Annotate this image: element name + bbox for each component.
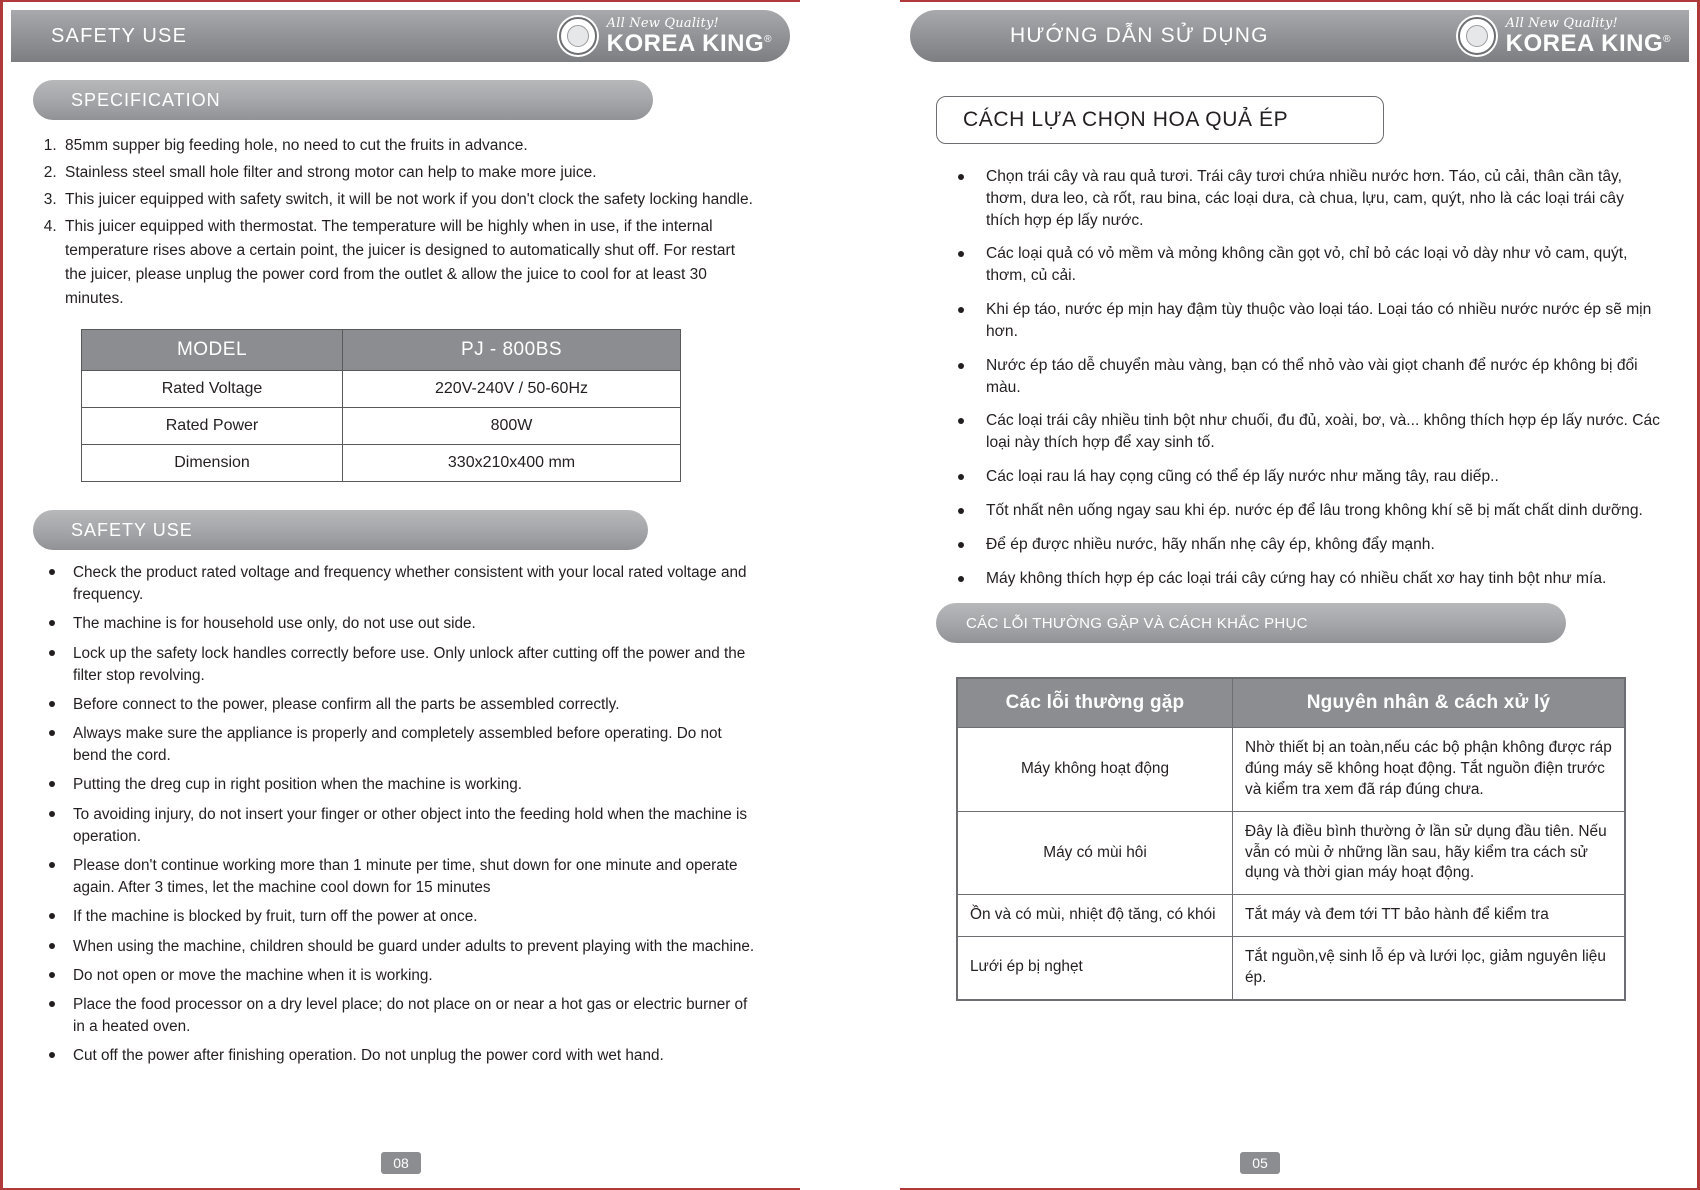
list-item: Cut off the power after finishing operation. Do not unplug the power cord with wet hand. — [33, 1045, 760, 1067]
specification-table — [81, 329, 681, 482]
brand-logo — [557, 15, 772, 57]
left-page-header-banner — [11, 10, 790, 62]
table-cell: Máy có mùi hôi — [957, 811, 1233, 894]
troubleshooting-section-header — [936, 603, 1566, 643]
list-item: Chọn trái cây và rau quả tươi. Trái cây tươi chứa nhiều nước hơn. Táo, củ cải, thân cần tây, thơm, dưa leo, cà rốt, rau bina, các loại dưa, cà chua, lựu, cam, quýt, nho là các loại trái cây thích hợp ép lấy nước. — [936, 166, 1661, 231]
right-page-body — [900, 62, 1697, 1001]
safety-use-section-label: SAFETY USE — [71, 519, 193, 540]
safety-use-list — [33, 562, 760, 1067]
list-item: Before connect to the power, please confirm all the parts be assembled correctly. — [33, 694, 760, 716]
left-page — [0, 0, 800, 1190]
list-item: Các loại quả có vỏ mềm và mỏng không cần gọt vỏ, chỉ bỏ các loại vỏ dày như vỏ cam, quýt, thơm, củ cải. — [936, 243, 1661, 287]
safety-use-section-header — [33, 510, 648, 550]
table-row — [82, 445, 681, 482]
table-header-cell: Nguyên nhân & cách xử lý — [1233, 678, 1626, 728]
left-page-body — [3, 62, 800, 1067]
brand-logo — [1456, 15, 1671, 57]
list-item: Do not open or move the machine when it is working. — [33, 965, 760, 987]
table-cell: 800W — [343, 408, 681, 445]
table-row — [82, 371, 681, 408]
list-item: Các loại trái cây nhiều tinh bột như chuối, đu đủ, xoài, bơ, và... không thích hợp ép lấy nước. Các loại này thích hợp để xay sinh tố. — [936, 410, 1661, 454]
table-cell: Rated Voltage — [82, 371, 343, 408]
fruit-selection-list — [936, 166, 1661, 589]
korea-king-seal-icon — [557, 15, 599, 57]
table-cell: Nhờ thiết bị an toàn,nếu các bộ phận không được ráp đúng máy sẽ không hoạt động. Tắt nguồn điện trước và kiểm tra xem đã ráp đúng chưa. — [1233, 728, 1626, 811]
specification-list — [33, 134, 760, 311]
list-item: Máy không thích hợp ép các loại trái cây cứng hay có nhiều chất xơ hay tinh bột như mía. — [936, 568, 1661, 590]
table-header-cell: PJ - 800BS — [343, 330, 681, 371]
list-item: Lock up the safety lock handles correctly before use. Only unlock after cutting off the power and the filter stop revolving. — [33, 643, 760, 687]
list-item: The machine is for household use only, do not use out side. — [33, 613, 760, 635]
list-item: 3. This juicer equipped with safety switch, it will be not work if you don't clock the safety locking handle. — [61, 188, 760, 212]
list-item: When using the machine, children should be guard under adults to prevent playing with the machine. — [33, 936, 760, 958]
troubleshooting-table — [956, 677, 1626, 1000]
table-header-cell: MODEL — [82, 330, 343, 371]
brand-tagline: All New Quality! — [1505, 15, 1618, 31]
table-cell: Tắt nguồn,vệ sinh lỗ ép và lưới lọc, giảm nguyên liệu ép. — [1233, 937, 1626, 1000]
right-page-header-banner — [910, 10, 1689, 62]
list-item: 1. 85mm supper big feeding hole, no need to cut the fruits in advance. — [61, 134, 760, 158]
table-cell: Tắt máy và đem tới TT bảo hành để kiểm tra — [1233, 895, 1626, 937]
page-gutter — [800, 0, 900, 1190]
brand-name: KOREA KING® — [1505, 29, 1671, 57]
brand-name: KOREA KING® — [606, 29, 772, 57]
table-cell: Rated Power — [82, 408, 343, 445]
list-item: Nước ép táo dễ chuyển màu vàng, bạn có thể nhỏ vào vài giọt chanh để nước ép không bị đổi màu. — [936, 355, 1661, 399]
troubleshooting-section-label: CÁC LỖI THƯỜNG GẶP VÀ CÁCH KHẮC PHỤC — [966, 614, 1308, 632]
list-item: Khi ép táo, nước ép mịn hay đậm tùy thuộc vào loại táo. Loại táo có nhiều nước nước ép sẽ mịn hơn. — [936, 299, 1661, 343]
list-item: Place the food processor on a dry level place; do not place on or near a hot gas or electric burner of in a heated oven. — [33, 994, 760, 1038]
table-cell: Dimension — [82, 445, 343, 482]
list-item: Putting the dreg cup in right position when the machine is working. — [33, 774, 760, 796]
left-page-header-title: SAFETY USE — [51, 24, 188, 47]
right-page — [900, 0, 1700, 1190]
table-cell: 220V-240V / 50-60Hz — [343, 371, 681, 408]
list-item: 4. This juicer equipped with thermostat. The temperature will be highly when in use, if the internal temperature rises above a certain point, the juicer is designed to automatically shut off. For restart the juicer, please unplug the power cord from the outlet & allow the juice to cool for at least 30 minutes. — [61, 215, 760, 311]
page-number-badge: 08 — [381, 1152, 421, 1174]
list-item: To avoiding injury, do not insert your finger or other object into the feeding hold when the machine is operation. — [33, 804, 760, 848]
table-row — [82, 408, 681, 445]
table-cell: Đây là điều bình thường ở lần sử dụng đầu tiên. Nếu vẫn có mùi ở những lần sau, hãy kiểm tra cách sử dụng và thời gian máy hoạt động. — [1233, 811, 1626, 894]
table-row — [957, 811, 1625, 894]
table-cell: Máy không hoạt động — [957, 728, 1233, 811]
list-item: Tốt nhất nên uống ngay sau khi ép. nước ép để lâu trong không khí sẽ bị mất chất dinh dưỡng. — [936, 500, 1661, 522]
table-cell: 330x210x400 mm — [343, 445, 681, 482]
list-item: Các loại rau lá hay cọng cũng có thể ép lấy nước như măng tây, rau diếp.. — [936, 466, 1661, 488]
table-cell: Lưới ép bị nghẹt — [957, 937, 1233, 1000]
table-row — [957, 728, 1625, 811]
list-item: Check the product rated voltage and frequency whether consistent with your local rated voltage and frequency. — [33, 562, 760, 606]
list-item: Always make sure the appliance is properly and completely assembled before operating. Do not bend the cord. — [33, 723, 760, 767]
specification-section-header — [33, 80, 653, 120]
table-row — [957, 895, 1625, 937]
fruit-selection-title: CÁCH LỰA CHỌN HOA QUẢ ÉP — [936, 96, 1384, 144]
table-header-row — [957, 678, 1625, 728]
list-item: Để ép được nhiều nước, hãy nhấn nhẹ cây ép, không đẩy mạnh. — [936, 534, 1661, 556]
specification-section-label: SPECIFICATION — [71, 89, 221, 110]
list-item: Please don't continue working more than 1 minute per time, shut down for one minute and operate again. After 3 times, let the machine cool down for 15 minutes — [33, 855, 760, 899]
brand-tagline: All New Quality! — [606, 15, 719, 31]
korea-king-seal-icon — [1456, 15, 1498, 57]
table-row — [957, 937, 1625, 1000]
page-number-badge: 05 — [1240, 1152, 1280, 1174]
table-cell: Ồn và có mùi, nhiệt độ tăng, có khói — [957, 895, 1233, 937]
table-header-row — [82, 330, 681, 371]
right-page-header-title: HƯỚNG DẪN SỬ DỤNG — [1010, 24, 1269, 47]
list-item: 2. Stainless steel small hole filter and strong motor can help to make more juice. — [61, 161, 760, 185]
table-header-cell: Các lỗi thường gặp — [957, 678, 1233, 728]
list-item: If the machine is blocked by fruit, turn off the power at once. — [33, 906, 760, 928]
